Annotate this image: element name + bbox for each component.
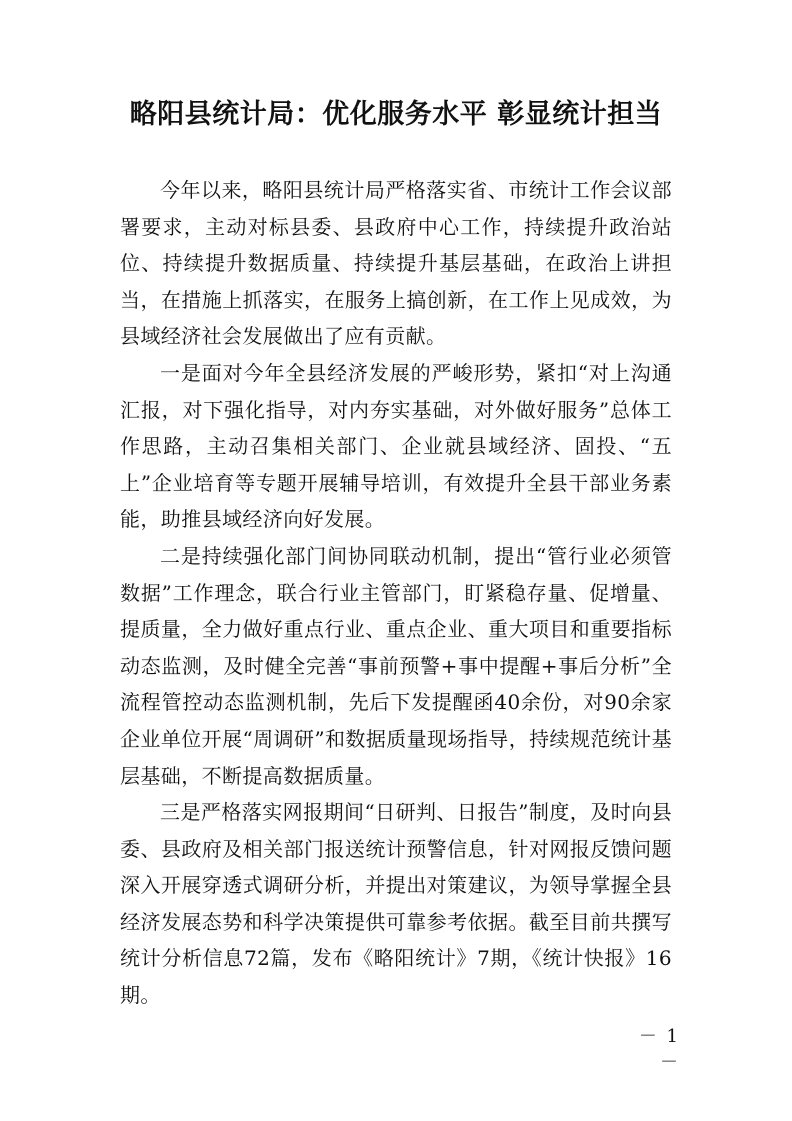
paragraph-intro: 今年以来，略阳县统计局严格落实省、市统计工作会议部署要求，主动对标县委、县政府中心工作，持续提升政治站位、持续提升数据质量、持续提升基层基础，在政治上讲担当，在措施上抓落实，在服务上搞创新，在工作上见成效，为县域经济社会发展做出了应有贡献。 — [120, 178, 672, 349]
document-title: 略阳县统计局：优化服务水平 彰显统计担当 — [129, 99, 663, 130]
paragraph-point-one: 一是面对今年全县经济发展的严峻形势，紧扣“对上沟通汇报，对下强化指导，对内夯实基础，对外做好服务”总体工作思路，主动召集相关部门、企业就县域经济、固投、“五上”企业培育等专题开展辅导培训，有效提升全县干部业务素能，助推县域经济向好发展。 — [120, 360, 672, 532]
paragraph-point-three: 三是严格落实网报期间“日研判、日报告”制度，及时向县委、县政府及相关部门报送统计预警信息，针对网报反馈问题深入开展穿透式调研分析，并提出对策建议，为领导掌握全县经济发展态势和科学决策提供可靠参考依据。截至目前共撰写统计分析信息72篇，发布《略阳统计》7期，《统计快报》16期。 — [120, 800, 672, 1008]
paragraph-point-two: 二是持续强化部门间协同联动机制，提出“管行业必须管数据”工作理念，联合行业主管部门，盯紧稳存量、促增量、提质量，全力做好重点行业、重点企业、重大项目和重要指标动态监测，及时健全完善“事前预警+事中提醒+事后分析”全流程管控动态监测机制，先后下发提醒函40余份，对90余家企业单位开展“周调研”和数据质量现场指导，持续规范统计基层基础，不断提高数据质量。 — [120, 543, 672, 788]
page-number: － 1 － — [638, 1026, 680, 1073]
document-body — [120, 172, 672, 1014]
